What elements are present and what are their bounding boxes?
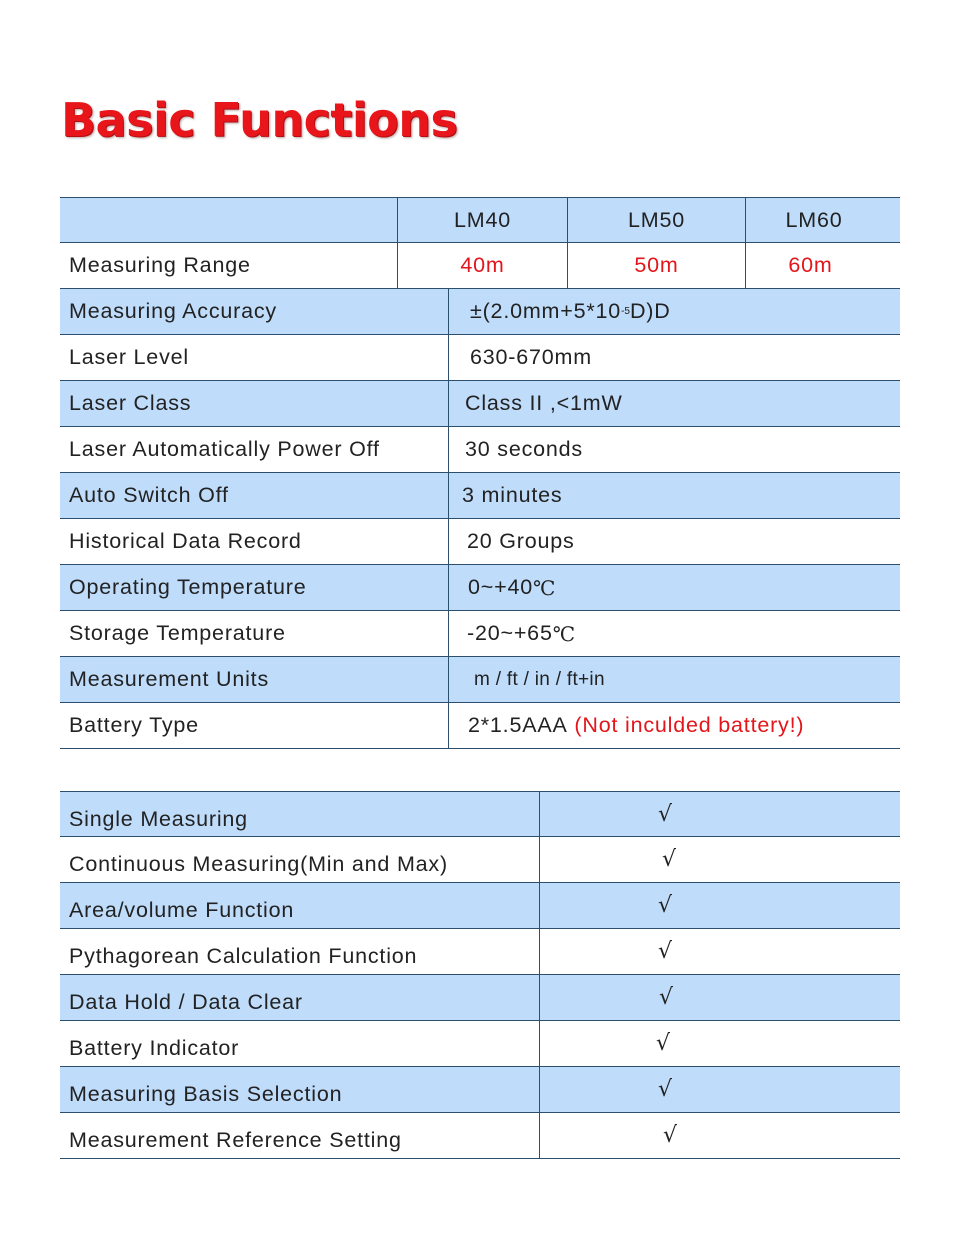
spec-value: 30 seconds xyxy=(465,437,583,461)
spec-label: Laser Automatically Power Off xyxy=(69,437,380,461)
accuracy-value-exponent: -5 xyxy=(621,306,630,317)
column-divider xyxy=(448,565,449,610)
column-divider xyxy=(448,289,449,334)
column-divider xyxy=(448,611,449,656)
spec-value: 20 Groups xyxy=(467,529,575,553)
accuracy-value-suffix: D)D xyxy=(629,299,671,323)
feature-label: Single Measuring xyxy=(69,806,248,831)
feature-label: Battery Indicator xyxy=(69,1036,240,1060)
celsius-unit: ℃ xyxy=(532,575,557,600)
spec-row xyxy=(60,427,900,473)
spec-label: Laser Class xyxy=(69,391,192,415)
check-mark: √ xyxy=(658,1077,673,1102)
check-mark: √ xyxy=(658,801,673,827)
spec-label: Measuring Range xyxy=(69,253,251,277)
spec-row-measuring-range xyxy=(60,243,900,289)
page-title: Basic Functions xyxy=(61,93,458,147)
feature-row xyxy=(60,883,900,929)
model-header-lm60: LM60 xyxy=(785,207,843,232)
spec-row xyxy=(60,565,900,611)
column-divider xyxy=(448,473,449,518)
column-divider xyxy=(539,929,540,974)
check-mark: √ xyxy=(658,939,673,964)
spec-row xyxy=(60,381,900,427)
feature-label: Measurement Reference Setting xyxy=(69,1128,402,1152)
spec-row xyxy=(60,657,900,703)
feature-row xyxy=(60,1113,900,1159)
feature-row xyxy=(60,1067,900,1113)
spec-value xyxy=(467,611,576,656)
feature-label: Pythagorean Calculation Function xyxy=(69,944,418,968)
model-header-lm40: LM40 xyxy=(454,207,511,232)
column-divider xyxy=(448,335,449,380)
spec-value xyxy=(470,289,671,334)
column-divider xyxy=(448,657,449,702)
accuracy-value-base: ±(2.0mm+5*10 xyxy=(470,299,622,323)
spec-value xyxy=(468,565,556,610)
spec-row xyxy=(60,611,900,657)
spec-row-battery-type xyxy=(60,703,900,749)
check-mark: √ xyxy=(659,985,674,1010)
spec-label: Auto Switch Off xyxy=(69,483,229,507)
column-divider xyxy=(539,1067,540,1112)
column-divider xyxy=(448,703,449,748)
spec-label: Measurement Units xyxy=(69,667,270,691)
spec-row-measuring-accuracy xyxy=(60,289,900,335)
spec-label: Operating Temperature xyxy=(69,575,307,599)
column-divider xyxy=(539,1021,540,1066)
feature-label: Data Hold / Data Clear xyxy=(69,990,303,1014)
spec-value: m / ft / in / ft+in xyxy=(474,668,605,690)
spec-label: Historical Data Record xyxy=(69,529,302,553)
celsius-unit: ℃ xyxy=(552,621,576,646)
battery-note: (Not inculded battery!) xyxy=(574,713,805,737)
spec-value xyxy=(468,703,804,748)
column-divider xyxy=(539,792,540,836)
spec-row xyxy=(60,473,900,519)
spec-value: 3 minutes xyxy=(462,483,563,507)
column-divider xyxy=(448,427,449,472)
check-mark: √ xyxy=(656,1031,671,1056)
column-divider xyxy=(539,1113,540,1158)
specs-table xyxy=(60,197,900,749)
feature-label: Area/volume Function xyxy=(69,898,295,922)
specs-header-row xyxy=(60,197,900,243)
range-value-lm50: 50m xyxy=(634,253,679,277)
model-header-lm50: LM50 xyxy=(628,207,685,232)
range-value-lm60: 60m xyxy=(788,253,833,277)
spec-row xyxy=(60,519,900,565)
feature-label: Continuous Measuring(Min and Max) xyxy=(69,852,448,876)
feature-row xyxy=(60,929,900,975)
spec-label: Storage Temperature xyxy=(69,621,286,645)
column-divider xyxy=(448,519,449,564)
spec-label: Battery Type xyxy=(69,713,199,737)
spec-label: Laser Level xyxy=(69,345,189,369)
temperature-range: 0~+40 xyxy=(468,575,533,599)
spec-row xyxy=(60,335,900,381)
feature-row xyxy=(60,975,900,1021)
column-divider xyxy=(539,883,540,928)
spec-value: Class II ,<1mW xyxy=(465,391,623,415)
temperature-range: -20~+65 xyxy=(467,621,553,645)
feature-row xyxy=(60,791,900,837)
check-mark: √ xyxy=(662,847,677,872)
column-divider xyxy=(448,381,449,426)
feature-row xyxy=(60,837,900,883)
feature-label: Measuring Basis Selection xyxy=(69,1082,343,1106)
check-mark: √ xyxy=(663,1123,678,1148)
range-value-lm40: 40m xyxy=(460,253,505,277)
column-divider xyxy=(539,837,540,882)
features-table xyxy=(60,791,900,1159)
spec-value: 630-670mm xyxy=(470,345,592,369)
feature-row xyxy=(60,1021,900,1067)
check-mark: √ xyxy=(658,893,673,918)
column-divider xyxy=(539,975,540,1020)
spec-label: Measuring Accuracy xyxy=(69,299,277,323)
battery-value: 2*1.5AAA xyxy=(468,713,568,737)
